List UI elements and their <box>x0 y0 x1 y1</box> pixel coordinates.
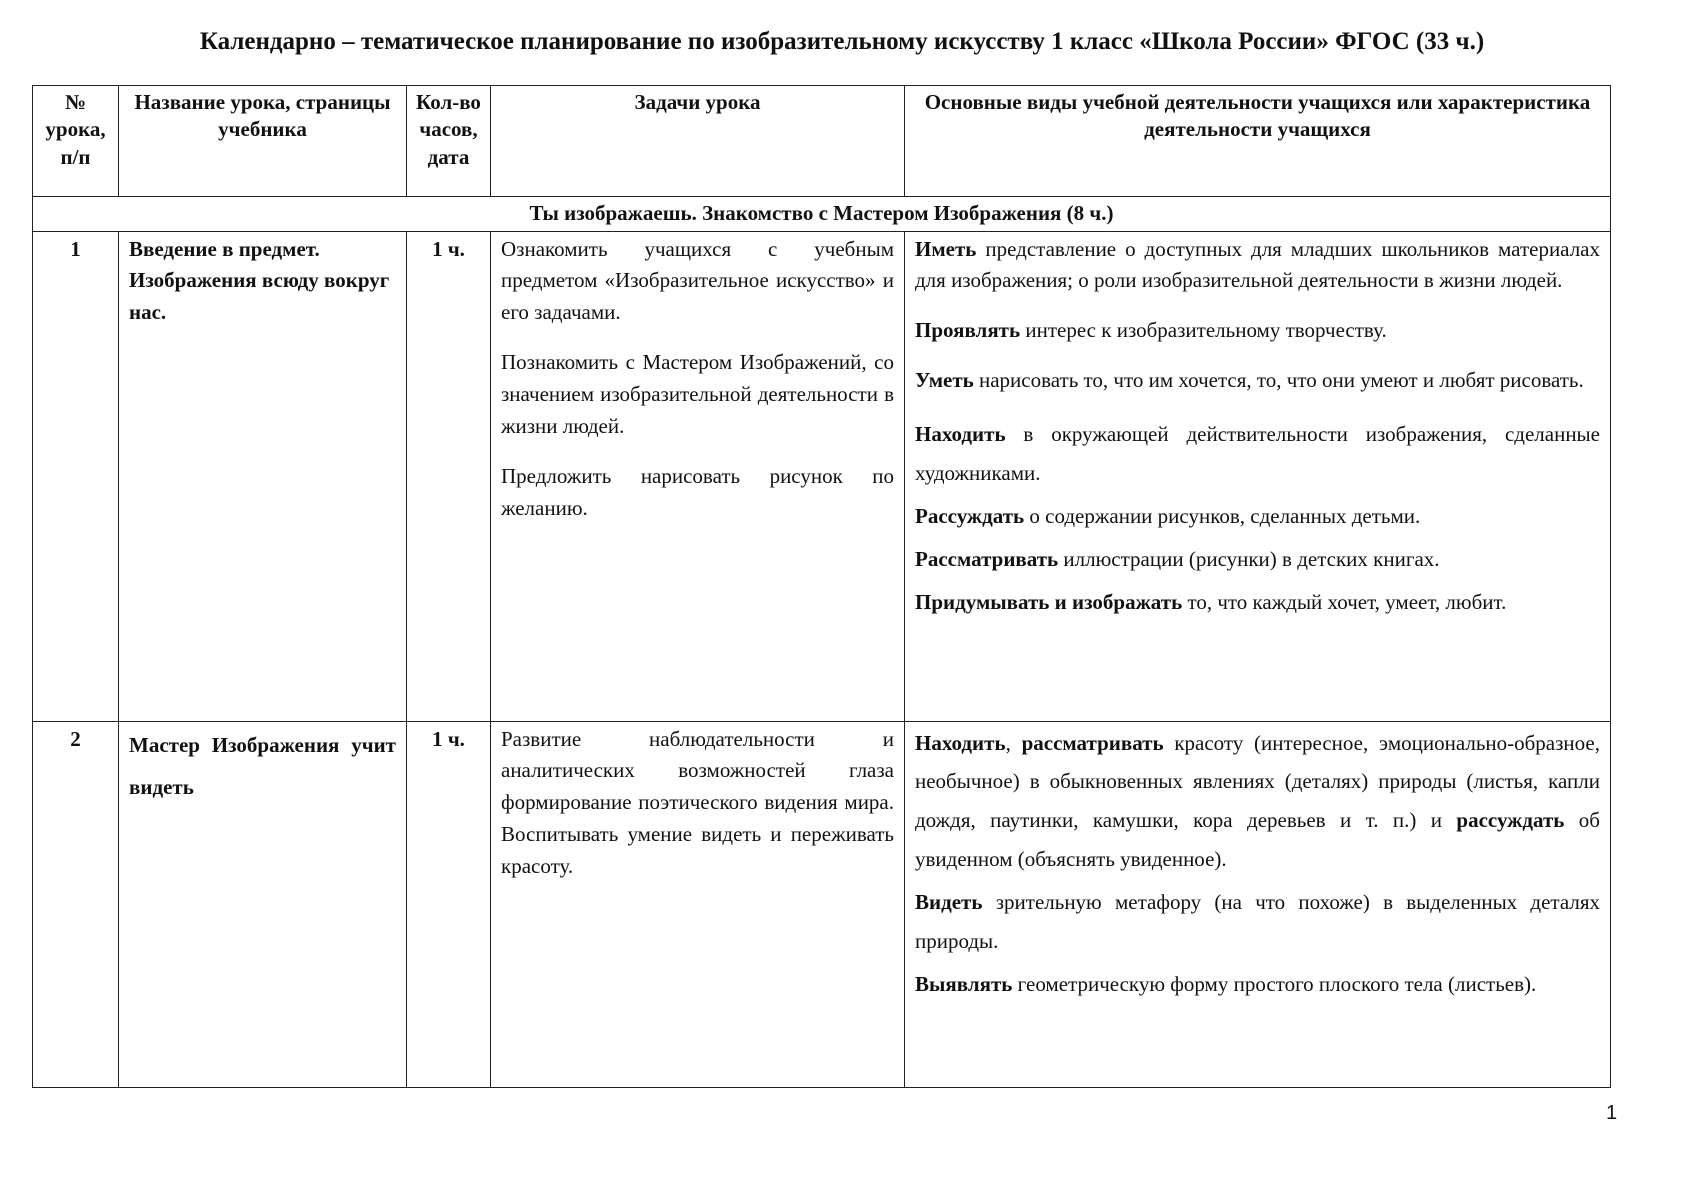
activity-verb: Выявлять <box>915 971 1013 996</box>
lesson-title: Мастер Изображения учит видеть <box>119 721 407 1087</box>
activity-text: представление о доступных для младших школьников материалах для изображения; о роли изобразительной деятельности в жизни людей. <box>915 236 1600 293</box>
activity-text: то, что каждый хочет, умеет, любит. <box>1182 589 1507 614</box>
section-title: Ты изображаешь. Знакомство с Мастером Изображения (8 ч.) <box>33 197 1611 232</box>
lesson-tasks <box>491 231 905 721</box>
activity-item <box>915 883 1600 961</box>
header-num: № урока, п/п <box>33 86 119 197</box>
activity-verb: Рассуждать <box>915 503 1025 528</box>
activity-item <box>915 415 1600 493</box>
task-item: Развитие наблюдательности и аналитических возможностей глаза формирование поэтического видения мира. Воспитывать умение видеть и переживать красоту. <box>501 726 894 879</box>
activity-item <box>915 234 1600 298</box>
activity-text: интерес к изобразительному творчеству. <box>1020 318 1387 343</box>
activity-verb: Рассматривать <box>915 546 1059 571</box>
activity-text: геометрическую форму простого плоского тела (листьев). <box>1012 971 1537 996</box>
activity-text: , <box>1005 730 1022 755</box>
activity-text: зрительную метафору (на что похоже) в выделенных деталях природы. <box>915 889 1600 953</box>
table-row <box>33 231 1611 721</box>
activity-verb: Проявлять <box>915 318 1021 343</box>
section-row <box>33 197 1611 232</box>
activity-verb: Видеть <box>915 889 983 914</box>
lesson-hours: 1 ч. <box>407 721 491 1087</box>
activity-text: нарисовать то, что им хочется, то, что они умеют и любят рисовать. <box>973 368 1584 393</box>
header-tasks: Задачи урока <box>491 86 905 197</box>
lesson-number: 1 <box>33 231 119 721</box>
activity-text: об увиденном (объяснять увиденное). <box>915 808 1600 872</box>
page-number: 1 <box>1606 1102 1618 1124</box>
activity-item <box>915 965 1600 1004</box>
header-row <box>33 86 1611 197</box>
activity-text: красоту (интересное, эмоционально-образное, необычное) в обыкновенных явлениях (деталях) природы (листья, капли дождя, паутинки, камушки, кора деревьев и т. п.) и <box>915 730 1600 833</box>
task-item: Ознакомить учащихся с учебным предметом «Изобразительное искусство» и его задачами. <box>501 236 894 325</box>
activity-verb: Уметь <box>915 368 974 393</box>
lesson-tasks <box>491 721 905 1087</box>
activity-text: иллюстрации (рисунки) в детских книгах. <box>1058 546 1440 571</box>
activity-item <box>915 583 1600 622</box>
lesson-title: Введение в предмет. Изображения всюду вокруг нас. <box>119 231 407 721</box>
activity-verb: рассуждать <box>1456 808 1565 833</box>
activity-text: о содержании рисунков, сделанных детьми. <box>1024 503 1421 528</box>
plan-table <box>32 85 1611 1088</box>
activity-item <box>915 497 1600 536</box>
header-title: Название урока, страницы учебника <box>119 86 407 197</box>
activity-item <box>915 365 1600 397</box>
lesson-activities <box>905 231 1611 721</box>
task-item: Познакомить с Мастером Изображений, со значением изобразительной деятельности в жизни людей. <box>501 350 894 439</box>
activity-verb: Находить <box>915 422 1006 447</box>
activity-text: в окружающей действительности изображения, сделанные художниками. <box>915 422 1600 485</box>
activity-verb: рассматривать <box>1021 730 1164 755</box>
task-item: Предложить нарисовать рисунок по желанию. <box>501 463 894 520</box>
activity-verb: Придумывать и изображать <box>915 589 1183 614</box>
activity-item <box>915 724 1600 879</box>
activity-verb: Иметь <box>915 236 977 261</box>
activity-verb: Находить <box>915 730 1006 755</box>
header-hours: Кол-во часов, дата <box>407 86 491 197</box>
lesson-activities <box>905 721 1611 1087</box>
activity-item <box>915 540 1600 579</box>
table-row <box>33 721 1611 1087</box>
header-activities: Основные виды учебной деятельности учащихся или характеристика деятельности учащихся <box>905 86 1611 197</box>
document-title: Календарно – тематическое планирование по изобразительному искусству 1 класс «Школа России» ФГОС (33 ч.) <box>199 28 1485 55</box>
activity-item <box>915 315 1600 347</box>
lesson-hours: 1 ч. <box>407 231 491 721</box>
lesson-number: 2 <box>33 721 119 1087</box>
